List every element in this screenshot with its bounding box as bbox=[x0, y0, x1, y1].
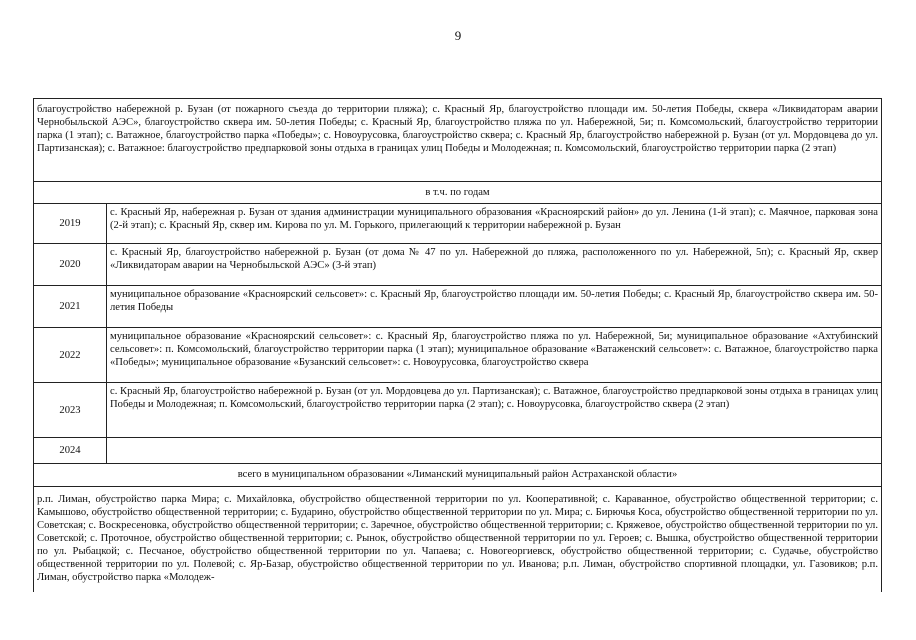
municipality-total-header: всего в муниципальном образовании «Лиманский муниципальный район Астраханской области» bbox=[34, 464, 882, 487]
by-year-subheader: в т.ч. по годам bbox=[34, 182, 882, 204]
table-row bbox=[34, 438, 882, 464]
table-row bbox=[34, 182, 882, 204]
year-cell: 2021 bbox=[34, 286, 107, 328]
table-row bbox=[34, 383, 882, 438]
table-row bbox=[34, 244, 882, 286]
year-objects-cell: муниципальное образование «Красноярский сельсовет»: с. Красный Яр, благоустройство пляжа по ул. Набережной, 5и; муниципальное образование «Ахтубинский сельсовет»: п. Комсомольский, благоустройство территории парка (1 этап); муниципальное образование «Ватаженский сельсовет»: с. Ватажное, благоустройство парка «Победы»; муниципальное образование «Бузанский сельсовет»: с. Новоурусовка, благоустройство сквера bbox=[107, 328, 882, 383]
table-row bbox=[34, 286, 882, 328]
year-cell: 2023 bbox=[34, 383, 107, 438]
page-number: 9 bbox=[454, 28, 462, 43]
district-objects-cell: благоустройство набережной р. Бузан (от пожарного съезда до территории пляжа); с. Красный Яр, благоустройство площади им. 50-летия Победы, сквера «Ликвидаторам аварии Чернобыльской АЭС», благоустройство сквера им. 50-летия Победы; с. Красный Яр, благоустройство пляжа по ул. Набережной, 5и; п. Комсомольский, благоустройство территории парка (1 этап); с. Ватажное, благоустройство парка «Победы»; с. Новоурусовка, благоустройство сквера; с. Красный Яр, благоустройство набережной р. Бузан (от ул. Мордовцева до ул. Партизанская); с. Ватажное: благоустройство предпарковой зоны отдыха в границах улиц Победы и Молодежная; п. Комсомольский, благоустройство территории парка (2 этап) bbox=[34, 99, 882, 182]
year-objects-cell: с. Красный Яр, набережная р. Бузан от здания администрации муниципального образования «Красноярский район» до ул. Ленина (1-й этап); с. Маячное, парковая зона (2-й этап); с. Красный Яр, сквер им. Кирова по ул. М. Горького, прилегающий к территории набережной р. Бузан bbox=[107, 204, 882, 244]
table-row bbox=[34, 99, 882, 182]
page-bottom-margin bbox=[33, 592, 884, 640]
year-cell: 2024 bbox=[34, 438, 107, 464]
improvement-objects-table bbox=[33, 98, 882, 617]
year-cell: 2019 bbox=[34, 204, 107, 244]
table-row bbox=[34, 328, 882, 383]
table-row bbox=[34, 464, 882, 487]
year-objects-cell: с. Красный Яр, благоустройство набережной р. Бузан (от дома № 47 по ул. Набережной до пляжа, расположенного по ул. Набережной, 5п); с. Красный Яр, сквер «Ликвидаторам аварии на Чернобыльской АЭС» (3-й этап) bbox=[107, 244, 882, 286]
municipality-objects-cell: р.п. Лиман, обустройство парка Мира; с. Михайловка, обустройство общественной территории по ул. Кооперативной; с. Караванное, обустройство общественной территории; с. Камышово, обустройство общественной территории; с. Бударино, обустройство общественной территории по ул. Мира; с. Бирючья Коса, обустройство общественной территории по ул. Советская; с. Воскресеновка, обустройство общественной территории; с. Заречное, обустройство общественной территории; с. Кряжевое, обустройство общественной территории по ул. Советской; с. Проточное, обустройство общественной территории; с. Рынок, обустройство общественной территории по ул. Героев; с. Вышка, обустройство общественной территории по ул. Рыбацкой; с. Песчаное, обустройство общественной территории по ул. Чапаева; с. Новогеоргиевск, обустройство общественной территории; с. Судачье, обустройство общественной территории по ул. Полевой; с. Яр-Базар, обустройство общественной территории по ул. Иванова; р.п. Лиман, обустройство спортивной площадки, ул. Газовиков; р.п. Лиман, обустройство парка «Молодеж- bbox=[34, 487, 882, 617]
table-row bbox=[34, 204, 882, 244]
year-objects-cell: муниципальное образование «Красноярский сельсовет»: с. Красный Яр, благоустройство площади им. 50-летия Победы; с. Красный Яр, благоустройство сквера им. 50-летия Победы bbox=[107, 286, 882, 328]
year-objects-cell: с. Красный Яр, благоустройство набережной р. Бузан (от ул. Мордовцева до ул. Партизанская); с. Ватажное, благоустройство предпарковой зоны отдыха в границах улиц Победы и Молодежная; п. Комсомольский, благоустройство территории парка (2 этап); с. Новоурусовка, благоустройство сквера (2 этап) bbox=[107, 383, 882, 438]
year-cell: 2020 bbox=[34, 244, 107, 286]
year-cell: 2022 bbox=[34, 328, 107, 383]
year-objects-cell bbox=[107, 438, 882, 464]
